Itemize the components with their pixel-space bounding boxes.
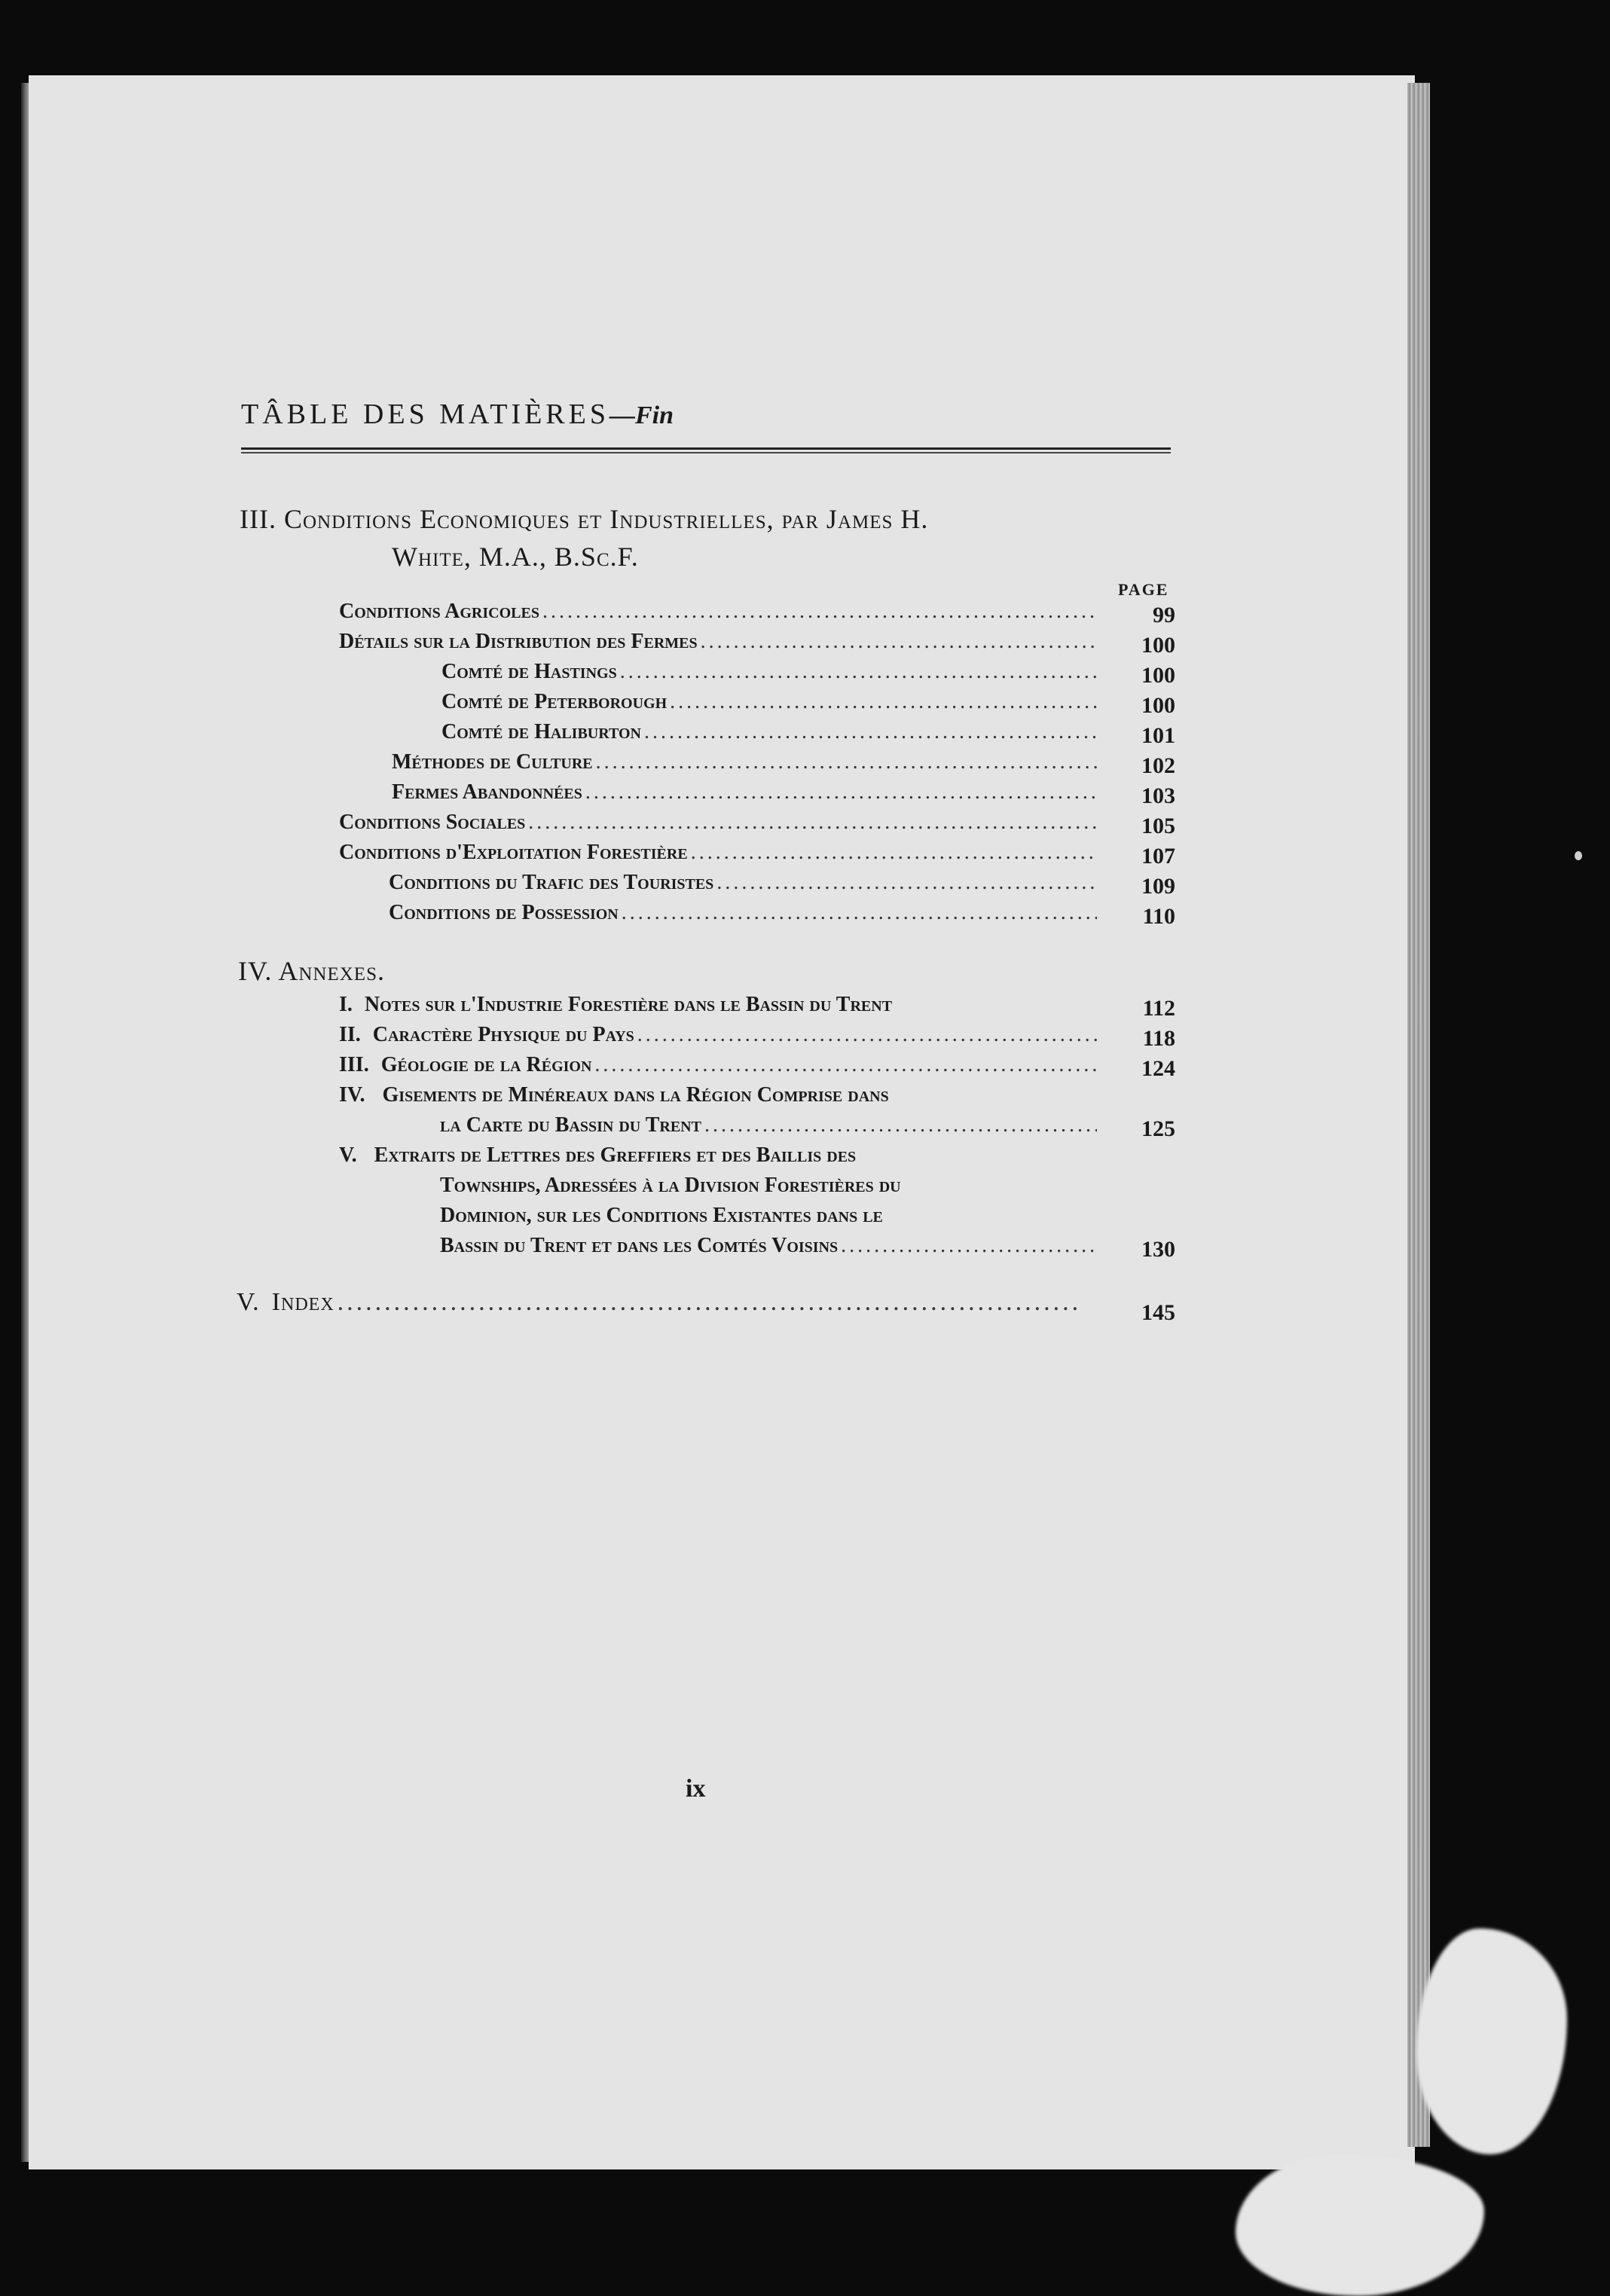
leader-dots <box>701 630 1097 654</box>
page-column-label: PAGE <box>1118 580 1169 599</box>
toc-entry-label: Conditions Sociales <box>339 811 526 834</box>
leader-dots <box>670 690 1097 714</box>
toc-entry-label: Conditions de Possession <box>389 901 619 924</box>
toc-entry-label: Comté de Haliburton <box>441 720 641 743</box>
toc-entry-label: Notes sur l'Industrie Forestière dans le Bassin du Trent <box>364 993 893 1016</box>
toc-entry-label: Fermes Abandonnées <box>392 780 582 804</box>
section-number: IV. <box>238 956 273 986</box>
section-number: III. <box>240 504 276 534</box>
leader-dots <box>596 750 1097 774</box>
toc-entry-label: Bassin du Trent et dans les Comtés Voisins <box>440 1234 839 1257</box>
leader-dots <box>338 1288 1077 1317</box>
leader-dots <box>620 660 1097 684</box>
toc-page-number: 107 <box>1141 844 1175 869</box>
toc-entry-label: Géologie de la Région <box>380 1053 592 1076</box>
toc-entry[interactable] <box>441 720 1100 750</box>
toc-entry-label: Dominion, sur les Conditions Existantes dans le <box>440 1204 883 1227</box>
section-number: V. <box>237 1288 260 1316</box>
toc-entry[interactable] <box>392 780 1100 811</box>
annex-number: V. <box>339 1143 357 1167</box>
toc-entry[interactable] <box>339 1023 1100 1053</box>
toc-page-number: 110 <box>1142 904 1175 929</box>
leader-dots <box>528 811 1097 835</box>
toc-page-number: 99 <box>1153 603 1175 627</box>
toc-entry-continued[interactable] <box>440 1113 1100 1143</box>
toc-entry[interactable] <box>339 600 1100 630</box>
annex-number: I. <box>339 993 353 1016</box>
toc-entry-label: Conditions d'Exploitation Forestière <box>339 841 688 864</box>
leader-dots <box>594 1053 1097 1077</box>
leader-dots <box>841 1234 1097 1258</box>
toc-page-number: 103 <box>1141 783 1175 808</box>
leader-dots <box>691 841 1097 865</box>
toc-entry[interactable] <box>339 841 1100 871</box>
leader-dots <box>585 780 1097 805</box>
leader-dots <box>716 871 1097 895</box>
running-head <box>241 398 964 431</box>
toc-entry-label: Méthodes de Culture <box>392 750 593 774</box>
toc-entry-continued <box>440 1174 901 1198</box>
toc-entry-label: Conditions du Trafic des Touristes <box>389 871 714 894</box>
section-title: Annexes. <box>278 956 385 986</box>
section-title: Conditions Economiques et Industrielles, par James H. <box>283 504 929 534</box>
toc-page-number: 125 <box>1141 1116 1175 1141</box>
leader-dots <box>704 1113 1097 1137</box>
toc-entry-label: Extraits de Lettres des Greffiers et des Baillis des <box>374 1143 857 1167</box>
toc-entry-label: Caractère Physique du Pays <box>372 1023 634 1046</box>
toc-entry[interactable] <box>339 1053 1100 1083</box>
annex-number: IV. <box>339 1083 365 1107</box>
toc-page-number: 112 <box>1142 996 1175 1021</box>
toc-entry-label: Gisements de Minéreaux dans la Région Comprise dans <box>382 1083 889 1107</box>
toc-entry-label: Townships, Adressées à la Division Forestières du <box>440 1174 901 1197</box>
page-folio: ix <box>686 1775 706 1803</box>
toc-entry-label: la Carte du Bassin du Trent <box>440 1113 701 1137</box>
toc-entry[interactable] <box>339 811 1100 841</box>
toc-entry[interactable] <box>339 1143 856 1168</box>
toc-page-number: 100 <box>1141 693 1175 718</box>
toc-entry-label: Comté de Hastings <box>441 660 617 683</box>
toc-page-number: 102 <box>1141 753 1175 778</box>
toc-page-number: 145 <box>1141 1300 1175 1325</box>
toc-entry[interactable] <box>389 901 1100 931</box>
toc-entry-label: Index <box>271 1288 335 1316</box>
toc-entry-continued[interactable] <box>440 1234 1100 1264</box>
section-heading-continued <box>392 541 639 572</box>
toc-entry[interactable] <box>392 750 1100 780</box>
toc-page-number: 109 <box>1141 874 1175 899</box>
section-heading <box>238 955 385 987</box>
toc-entry[interactable] <box>339 630 1100 660</box>
running-head-title: TÂBLE DES MATIÈRES <box>241 398 609 430</box>
toc-entry-label: Comté de Peterborough <box>441 690 668 713</box>
toc-entry[interactable] <box>441 690 1100 720</box>
toc-page-number: 118 <box>1142 1026 1175 1051</box>
toc-page-number: 101 <box>1141 723 1175 748</box>
toc-page-number: 124 <box>1141 1056 1175 1081</box>
annex-number: II. <box>339 1023 361 1046</box>
toc-entry[interactable] <box>441 660 1100 690</box>
section-heading <box>240 503 928 535</box>
leader-dots <box>644 720 1097 744</box>
leader-dots <box>622 901 1097 925</box>
toc-page-number: 100 <box>1141 663 1175 688</box>
toc-page-number: 130 <box>1141 1237 1175 1262</box>
header-rule <box>241 452 1171 453</box>
leader-dots <box>542 600 1097 624</box>
running-head-suffix: —Fin <box>609 401 674 429</box>
toc-entry[interactable] <box>389 871 1100 901</box>
toc-entry-continued <box>440 1204 883 1228</box>
toc-entry[interactable] <box>339 993 1100 1023</box>
toc-entry[interactable] <box>237 1288 1080 1323</box>
leader-dots <box>637 1023 1097 1047</box>
section-author: White, M.A., B.Sc.F. <box>392 542 639 572</box>
toc-page-number: 105 <box>1141 814 1175 838</box>
annex-number: III. <box>339 1053 369 1076</box>
toc-entry-label: Conditions Agricoles <box>339 600 539 623</box>
toc-page-number: 100 <box>1141 633 1175 658</box>
header-rule <box>241 447 1171 450</box>
toc-entry-label: Détails sur la Distribution des Fermes <box>339 630 698 653</box>
toc-entry[interactable] <box>339 1083 889 1107</box>
